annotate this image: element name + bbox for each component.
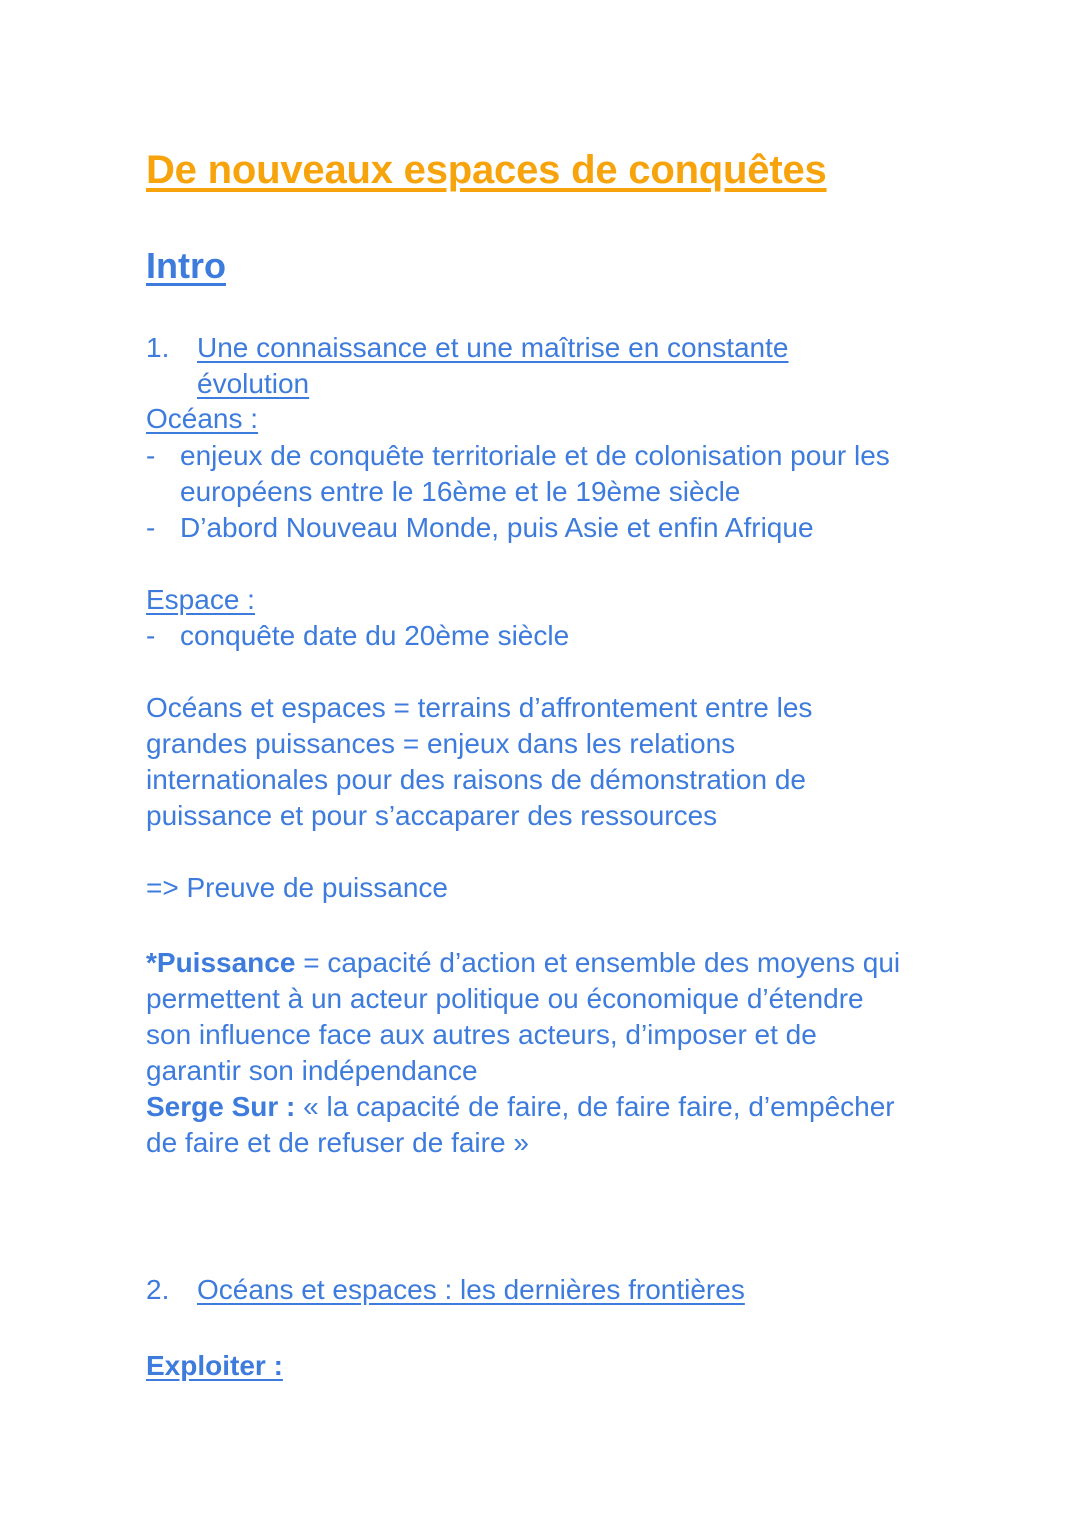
bullet-dash: - bbox=[146, 512, 156, 543]
section-1-title: Une connaissance et une maîtrise en constante évolution bbox=[197, 332, 789, 399]
bullet-text: D’abord Nouveau Monde, puis Asie et enfin Afrique bbox=[180, 512, 814, 543]
section-2-number: 2. bbox=[146, 1274, 170, 1305]
bullet-text: conquête date du 20ème siècle bbox=[180, 620, 570, 651]
document-title: De nouveaux espaces de conquêtes bbox=[146, 148, 827, 192]
quote-text: « la capacité de faire, de faire faire, d’empêcher de faire et de refuser de faire » bbox=[146, 1091, 895, 1158]
bullet-dash: - bbox=[146, 620, 156, 651]
definition-paragraph bbox=[146, 945, 906, 1161]
bullet-text: enjeux de conquête territoriale et de colonisation pour les européens entre le 16ème et le 19ème siècle bbox=[180, 440, 890, 507]
section-2-heading bbox=[146, 1272, 866, 1308]
oceans-label: Océans : bbox=[146, 403, 259, 434]
section-1-heading bbox=[146, 330, 866, 402]
oceans-espaces-paragraph: Océans et espaces = terrains d’affrontement entre les grandes puissances = enjeux dans les relations internationales pour des raisons de démonstration de puissance et pour s’accaparer des ressources bbox=[146, 692, 813, 831]
quote-author: Serge Sur : bbox=[146, 1091, 296, 1122]
oceans-bullet-2 bbox=[146, 510, 936, 546]
definition-text: = capacité d’action et ensemble des moyens qui permettent à un acteur politique ou économique d’étendre son influence face aux autres acteurs, d’imposer et de garantir son indépendance bbox=[146, 947, 901, 1086]
definition-term: *Puissance bbox=[146, 947, 296, 978]
intro-heading: Intro bbox=[146, 245, 226, 286]
espace-bullet-1 bbox=[146, 618, 936, 654]
section-2-title: Océans et espaces : les dernières frontières bbox=[197, 1274, 745, 1305]
espace-label: Espace : bbox=[146, 584, 255, 615]
bullet-dash: - bbox=[146, 440, 156, 471]
oceans-bullet-1 bbox=[146, 438, 936, 510]
exploiter-heading: Exploiter : bbox=[146, 1350, 283, 1381]
section-1-number: 1. bbox=[146, 332, 170, 363]
preuve-line: => Preuve de puissance bbox=[146, 872, 448, 903]
